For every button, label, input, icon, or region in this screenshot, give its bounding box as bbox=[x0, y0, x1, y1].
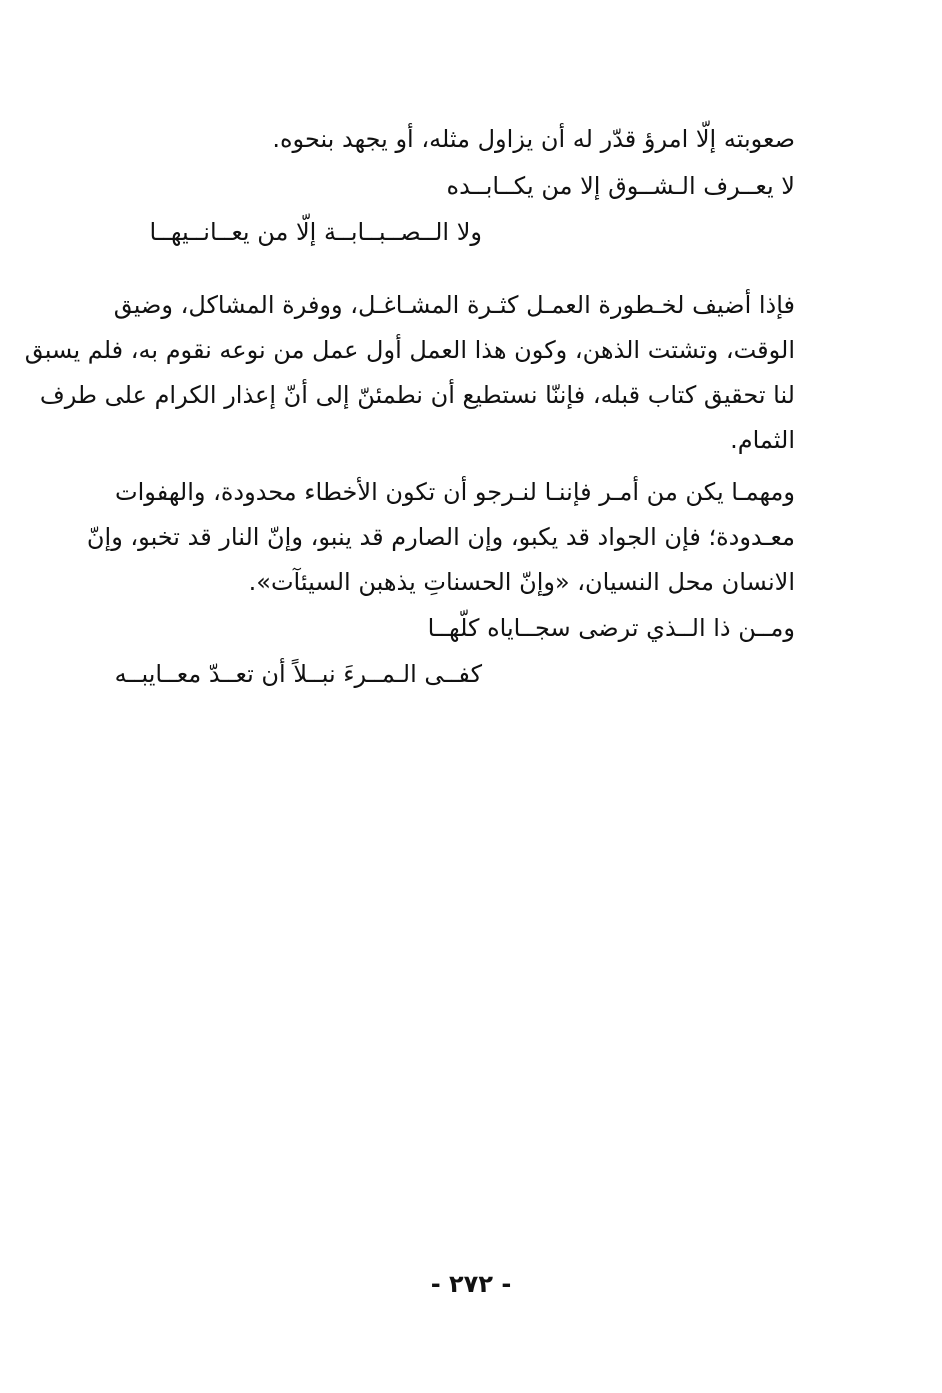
verse1-second-text: ولا الــصــبــابــة إلّا من يعــانــيهــا bbox=[149, 218, 482, 246]
verse1-first-text: لا يعــرف الـشــوق إلا من يكــابــده bbox=[446, 172, 795, 200]
paragraph-1 bbox=[24, 283, 795, 463]
paragraph-1-line-3: لنا تحقيق كتاب قبله، فإننّا نستطيع أن نطمئنّ إلى أنّ إعذار الكرام على طرف bbox=[39, 381, 795, 409]
verse2-first-hemistich bbox=[428, 606, 795, 651]
paragraph-1-line-1: فإذا أضيف لخـطورة العمـل كثـرة المشـاغـل، ووفرة المشاكل، وضيق bbox=[113, 291, 795, 319]
verse2-second-hemistich bbox=[115, 652, 482, 697]
paragraph-2-line-3: الانسان محل النسيان، «وإنّ الحسناتِ يذهبن السيئآت». bbox=[248, 568, 795, 596]
verse2-second-text: كفــى الـمــرءَ نبــلاً أن تعــدّ معــايبــه bbox=[114, 660, 482, 688]
paragraph-2-line-1: ومهمـا يكن من أمـر فإننـا لنـرجو أن تكون الأخطاء محدودة، والهفوات bbox=[115, 478, 795, 506]
paragraph-1-line-2: الوقت، وتشتت الذهن، وكون هذا العمل أول عمل من نوعه نقوم به، فلم يسبق bbox=[24, 336, 795, 364]
paragraph-1-line-4: الثمام. bbox=[730, 426, 795, 454]
verse2-first-text: ومــن ذا الــذي ترضى سجــاياه كلّهــا bbox=[427, 614, 795, 642]
paragraph-2 bbox=[86, 470, 795, 605]
paragraph-2-line-2: معـدودة؛ فإن الجواد قد يكبو، وإن الصارم قد ينبو، وإنّ النار قد تخبو، وإنّ bbox=[86, 523, 795, 551]
verse1-second-hemistich bbox=[150, 210, 482, 255]
verse1-first-hemistich bbox=[447, 164, 795, 209]
page-number: - ٢٧٢ - bbox=[430, 1270, 512, 1298]
intro-line: صعوبته إلّا امرؤ قدّر له أن يزاول مثله، أو يجهد بنحوه. bbox=[272, 125, 795, 153]
